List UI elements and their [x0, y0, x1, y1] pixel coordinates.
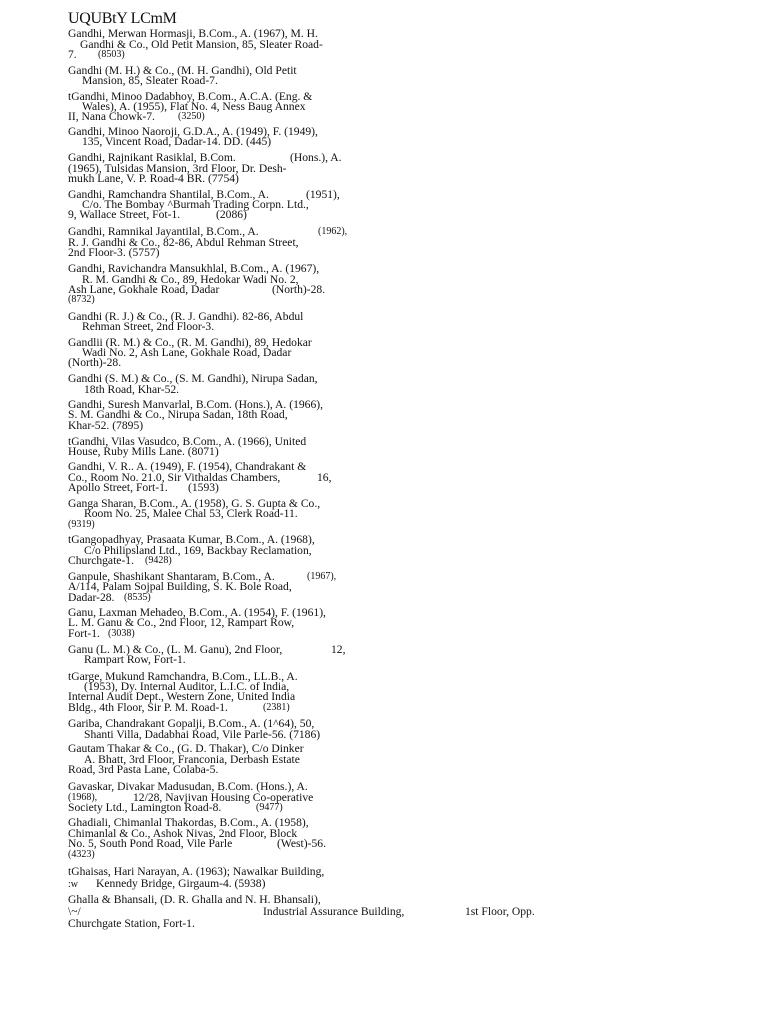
entry-line: (West)-56. [277, 837, 326, 850]
entry-line: (Hons.), A. [290, 151, 342, 164]
entry-line: (2086) [216, 208, 247, 221]
entry-line: \~/ [68, 905, 81, 918]
entry-line: (1965), Tulsidas Mansion, 3rd Floor, Dr. Desh- [68, 162, 287, 175]
entry-line: Gandhi, Suresh Manvarlal, B.Com. (Hons.), A. (1966), [68, 398, 324, 411]
entry-line: C/o. The Bombay ^Burmah Trading Corpn. Ltd., [82, 198, 309, 211]
entry-line: Co., Room No. 21.0, Sir Vithaldas Chambers, [68, 471, 281, 484]
entry-line: House, Ruby Mills Lane. (8071) [68, 445, 219, 458]
entry-line: (1953), Dy. Internal Auditor, L.I.C. of India, [84, 680, 290, 693]
entry-line: Gandhi & Co., Old Petit Mansion, 85, Sleater Road- [80, 38, 323, 51]
entry-line: (9319) [68, 519, 95, 530]
entry-line: Gautam Thakar & Co., (G. D. Thakar), C/o Dinker [68, 742, 304, 755]
entry-line: Ganga Sharan, B.Com., A. (1958), G. S. Gupta & Co., [68, 497, 321, 510]
entry-line: Ash Lane, Gokhale Road, Dadar [68, 283, 220, 296]
entry-line: Rehman Street, 2nd Floor-3. [82, 320, 215, 333]
entry-line: Gandlii (R. M.) & Co., (R. M. Gandhi), 89, Hedokar [68, 336, 312, 349]
entry-line: Ganu (L. M.) & Co., (L. M. Ganu), 2nd Floor, [68, 643, 283, 656]
entry-line: (8732) [68, 294, 95, 305]
entry-line: Gandhi, Ravichandra Mansukhlal, B.Com., A. (1967), [68, 262, 320, 275]
entry-line: tGangopadhyay, Prasaata Kumar, B.Com., A. (1968), [68, 533, 315, 546]
entry-line: Gandhi, V. R.. A. (1949), F. (1954), Chandrakant & [68, 460, 307, 473]
entry-line: Rampart Row, Fort-1. [84, 653, 186, 666]
entry-line: tGandhi, Minoo Dadabhoy, B.Com., A.C.A. (Eng. & [68, 90, 313, 103]
entry-line: (4323) [68, 849, 95, 860]
entry-line: Apollo Street, Fort-1. [68, 481, 168, 494]
entry-line: (2381) [263, 702, 290, 713]
entry-line: 18th Road, Khar-52. [84, 383, 180, 396]
entry-line: 135, Vincent Road, Dadar-14. DD. (445) [82, 135, 272, 148]
entry-line: Gandhi (R. J.) & Co., (R. J. Gandhi). 82-86, Abdul [68, 310, 304, 323]
entry-line: mukh Lane, V. P. Road-4 BR. (7754) [68, 172, 239, 185]
entry-line: 9, Wallace Street, Fot-1. [68, 208, 181, 221]
entry-line: Gandhi (M. H.) & Co., (M. H. Gandhi), Old Petit [68, 64, 297, 77]
entry-line: 7. [68, 48, 77, 61]
entry-line: No. 5, South Pond Road, Vile Parle [68, 837, 233, 850]
entry-line: Ghalla & Bhansali, (D. R. Ghalla and N. H. Bhansali), [68, 893, 321, 906]
entry-line: Gandhi (S. M.) & Co., (S. M. Gandhi), Nirupa Sadan, [68, 372, 318, 385]
entry-line: Wales), A. (1955), Flat No. 4, Ness Baug Annex [82, 100, 306, 113]
entry-line: (1951), [306, 188, 340, 201]
entry-line: Industrial Assurance Building, [263, 905, 405, 918]
entry-line: A/114, Palam Sojpal Building, S. K. Bole Road, [68, 580, 292, 593]
entry-line: (North)-28. [272, 283, 326, 296]
entry-line: (8503) [98, 49, 125, 60]
entry-line: Internal Audit Dept., Western Zone, United India [68, 690, 296, 703]
entry-line: 12, [331, 643, 346, 656]
entry-line: Ganpule, Shashikant Shantaram, B.Com., A. [68, 570, 275, 583]
entry-line: tGarge, Mukund Ramchandra, B.Com., LL.B., A. [68, 670, 298, 683]
entry-line: Shanti Villa, Dadabhai Road, Vile Parle-56. (7186) [84, 728, 321, 741]
entry-line: tGandhi, Vilas Vasudco, B.Com., A. (1966), United [68, 435, 307, 448]
entry-line: :w [68, 879, 78, 890]
entry-line: II, Nana Chowk-7. [68, 110, 155, 123]
entry-line: Road, 3rd Pasta Lane, Colaba-5. [68, 763, 219, 776]
entry-line: Dadar-28. [68, 591, 115, 604]
entry-line: 2nd Floor-3. (5757) [68, 246, 160, 259]
entry-line: Kennedy Bridge, Girgaum-4. (5938) [96, 877, 266, 890]
entry-line: Society Ltd., Lamington Road-8. [68, 801, 222, 814]
entry-line: Bldg., 4th Floor, Sir P. M. Road-1. [68, 701, 228, 714]
entry-line: Chimanlal & Co., Ashok Nivas, 2nd Floor, Block [68, 827, 298, 840]
entry-line: (1962), [318, 226, 348, 237]
entry-line: R. J. Gandhi & Co., 82-86, Abdul Rehman Street, [68, 236, 299, 249]
entry-line: L. M. Ganu & Co., 2nd Floor, 12, Rampart Row, [68, 616, 295, 629]
entry-line: Mansion, 85, Sleater Road-7. [82, 74, 218, 87]
page-header: UQUBtY LCmM [68, 10, 177, 27]
entry-line: (1967), [307, 571, 337, 582]
entry-line: A. Bhatt, 3rd Floor, Franconia, Derbash Estate [84, 753, 300, 766]
entry-line: Fort-1. [68, 627, 100, 640]
entry-line: (1593) [188, 481, 219, 494]
entry-line: (3250) [178, 111, 205, 122]
entry-line: Churchgate-1. [68, 554, 134, 567]
entry-line: Gariba, Chandrakant Gopalji, B.Com., A. (1^64), 50, [68, 717, 315, 730]
entry-line: Wadi No. 2, Ash Lane, Gokhale Road, Dadar [82, 346, 292, 359]
entry-line: 12/28, Navjivan Housing Co-operative [133, 791, 314, 804]
entry-line: Room No. 25, Malee Chal 53, Clerk Road-11. [84, 507, 298, 520]
entry-line: Gandhi, Rajnikant Rasiklal, B.Com. [68, 151, 236, 164]
entry-line: Khar-52. (7895) [68, 419, 144, 432]
entry-line: Gandhi, Ramnikal Jayantilal, B.Com., A. [68, 225, 259, 238]
entry-line: Gandhi, Merwan Hormasji, B.Com., A. (1967), M. H. [68, 27, 318, 40]
entry-line: (3038) [108, 628, 135, 639]
entry-line: Ganu, Laxman Mehadeo, B.Com., A. (1954), F. (1961), [68, 606, 326, 619]
entry-line: 1st Floor, Opp. [465, 905, 535, 918]
entry-line: Ghadiali, Chimanlal Thakordas, B.Com., A. (1958), [68, 816, 309, 829]
entry-line: C/o Philipsland Ltd., 169, Backbay Reclamation, [84, 544, 312, 557]
entry-line: (9428) [145, 555, 172, 566]
entry-line: Gavaskar, Divakar Madusudan, B.Com. (Hons.), A. [68, 780, 308, 793]
entry-line: (North)-28. [68, 356, 122, 369]
entry-line: (1968), [68, 792, 98, 803]
entry-line: Gandhi, Ramchandra Shantilal, B.Com., A. [68, 188, 269, 201]
entry-line: tGhaisas, Hari Narayan, A. (1963); Nawalkar Building, [68, 865, 325, 878]
entry-line: (9477) [256, 802, 283, 813]
entry-line: Gandhi, Minoo Naoroji, G.D.A., A. (1949), F. (1949), [68, 125, 318, 138]
entry-line: (8535) [124, 592, 151, 603]
entry-line: R. M. Gandhi & Co., 89, Hedokar Wadi No. 2, [82, 273, 299, 286]
entry-line: S. M. Gandhi & Co., Nirupa Sadan, 18th Road, [68, 408, 288, 421]
entry-line: 16, [317, 471, 332, 484]
entry-line: Churchgate Station, Fort-1. [68, 917, 195, 930]
